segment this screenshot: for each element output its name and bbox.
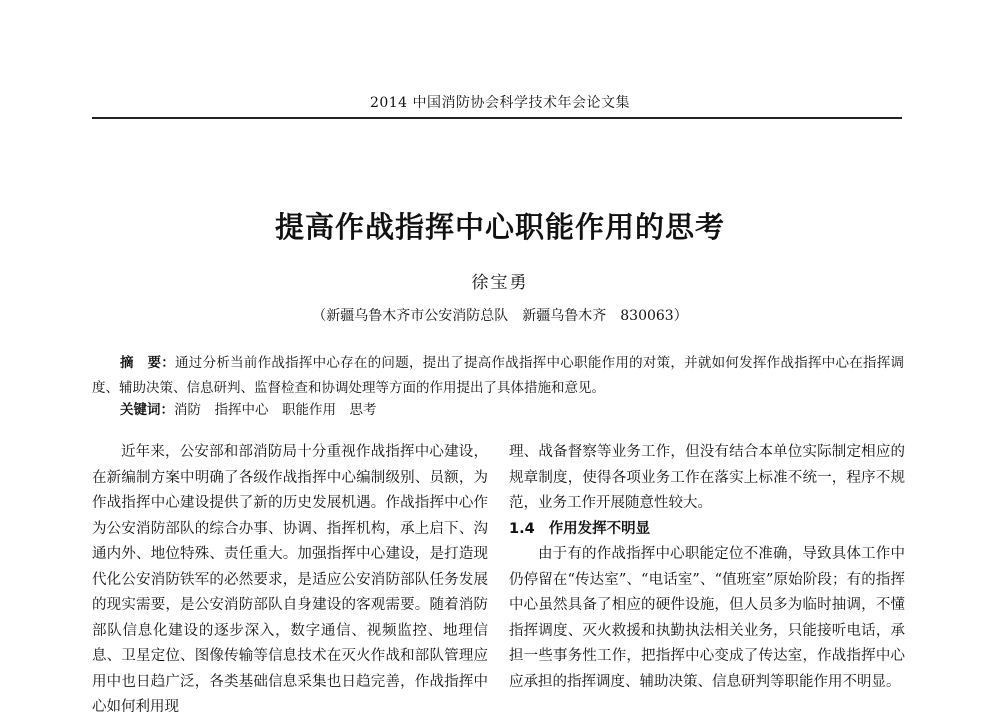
section-title: 作用发挥不明显 [548,520,651,537]
header-rule [92,117,902,119]
abstract [92,351,904,401]
section-number: 1.4 [509,520,535,537]
abstract-label: 摘 要： [120,355,176,371]
author: 徐宝勇 [471,273,529,293]
keywords [120,398,900,418]
body-paragraph: 近年来，公安部和部消防局十分重视作战指挥中心建设，在新编制方案中明确了各级作战指挥中心编制级别、员额，为作战指挥中心建设提供了新的历史发展机遇。作战指挥中心作为公安消防部队的综合办事、协调、指挥机构，承上启下、沟通内外、地位特殊、责任重大。加强指挥中心建设，是打造现代化公安消防铁军的必然要求，是适应公安消防部队任务发展的现实需要，是公安消防部队自身建设的客观需要。随着消防部队信息化建设的逐步深入，数字通信、视频监控、地理信息、卫星定位、图像传输等信息技术在灭火作战和部队管理应用中也日趋广泛，各类基础信息采集也日趋完善，作战指挥中心如何利用现 [92,444,488,715]
abstract-text: 通过分析当前作战指挥中心存在的问题，提出了提高作战指挥中心职能作用的对策，并就如何发挥作战指挥中心在指挥调度、辅助决策、信息研判、监督检查和协调处理等方面的作用提出了具体措施和意见。 [92,355,905,396]
paper-title: 提高作战指挥中心职能作用的思考 [274,210,725,244]
affiliation: （新疆乌鲁木齐市公安消防总队 新疆乌鲁木齐 830063） [312,308,688,324]
body-paragraph: 由于有的作战指挥中心职能定位不准确，导致具体工作中仍停留在“传达室”、“电话室”、“值班室”原始阶段；有的指挥中心虽然具备了相应的硬件设施，但人员多为临时抽调，不懂指挥调度、灭火救援和执勤执法相关业务，只能接听电话，承担一些事务性工作，把指挥中心变成了传达室，作战指挥中心应承担的指挥调度、辅助决策、信息研判等职能作用不明显。 [509,546,905,690]
body-paragraph: 理、战备督察等业务工作，但没有结合本单位实际制定相应的规章制度，使得各项业务工作在落实上标准不统一，程序不规范，业务工作开展随意性较大。 [509,444,905,511]
running-head: 2014 中国消防协会科学技术年会论文集 [369,95,631,111]
left-column [92,440,488,721]
section-heading [509,517,905,543]
keywords-text: 消防 指挥中心 职能作用 思考 [174,402,377,418]
right-column [509,440,905,695]
keywords-label: 关键词： [120,402,174,418]
